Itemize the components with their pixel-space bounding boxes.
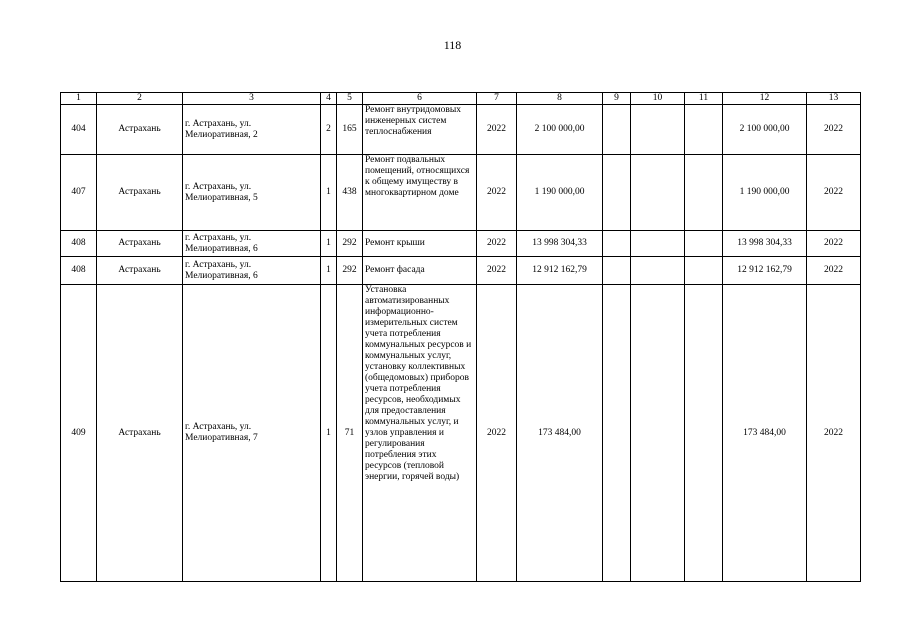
col9-cell: [603, 231, 631, 257]
year-cell: 2022: [477, 105, 517, 155]
col9-cell: [603, 285, 631, 582]
col4-cell: 1: [321, 257, 337, 285]
work-type-cell: Ремонт подвальных помещений, относящихся к общему имуществу в многоквартирном доме: [363, 155, 477, 231]
col5-cell: 165: [337, 105, 363, 155]
col12-cell: 12 912 162,79: [723, 257, 807, 285]
col5-cell: 292: [337, 231, 363, 257]
col10-cell: [631, 231, 685, 257]
column-header: 3: [183, 93, 321, 105]
col10-cell: [631, 105, 685, 155]
column-header: 11: [685, 93, 723, 105]
page-number: 118: [443, 38, 462, 52]
col9-cell: [603, 155, 631, 231]
col13-cell: 2022: [807, 257, 861, 285]
total-cost-cell: 13 998 304,33: [517, 231, 603, 257]
city-cell: Астрахань: [97, 105, 183, 155]
col13-cell: 2022: [807, 231, 861, 257]
city-cell: Астрахань: [97, 155, 183, 231]
col10-cell: [631, 257, 685, 285]
table-row: [61, 105, 861, 155]
header-row: [61, 93, 861, 105]
address-cell: г. Астрахань, ул. Мелиоративная, 6: [183, 231, 321, 257]
column-header: 4: [321, 93, 337, 105]
row-number: 408: [61, 257, 97, 285]
column-header: 8: [517, 93, 603, 105]
address-cell: г. Астрахань, ул. Мелиоративная, 2: [183, 105, 321, 155]
col9-cell: [603, 105, 631, 155]
table-row: [61, 285, 861, 582]
col13-cell: 2022: [807, 285, 861, 582]
col12-cell: 1 190 000,00: [723, 155, 807, 231]
address-cell: г. Астрахань, ул. Мелиоративная, 5: [183, 155, 321, 231]
col11-cell: [685, 285, 723, 582]
capital-repair-table: [60, 92, 861, 582]
work-type-cell: Ремонт фасада: [363, 257, 477, 285]
col13-cell: 2022: [807, 105, 861, 155]
work-type-cell: Ремонт крыши: [363, 231, 477, 257]
year-cell: 2022: [477, 155, 517, 231]
table-row: [61, 155, 861, 231]
col12-cell: 13 998 304,33: [723, 231, 807, 257]
row-number: 407: [61, 155, 97, 231]
city-cell: Астрахань: [97, 257, 183, 285]
total-cost-cell: 1 190 000,00: [517, 155, 603, 231]
col5-cell: 438: [337, 155, 363, 231]
col4-cell: 1: [321, 285, 337, 582]
table-row: [61, 257, 861, 285]
column-header: 13: [807, 93, 861, 105]
work-type-cell: Ремонт внутридомовых инженерных систем теплоснабжения: [363, 105, 477, 155]
column-header: 12: [723, 93, 807, 105]
col11-cell: [685, 231, 723, 257]
address-cell: г. Астрахань, ул. Мелиоративная, 6: [183, 257, 321, 285]
col10-cell: [631, 155, 685, 231]
col12-cell: 173 484,00: [723, 285, 807, 582]
row-number: 408: [61, 231, 97, 257]
col11-cell: [685, 155, 723, 231]
col11-cell: [685, 257, 723, 285]
column-header: 2: [97, 93, 183, 105]
city-cell: Астрахань: [97, 285, 183, 582]
col5-cell: 71: [337, 285, 363, 582]
total-cost-cell: 173 484,00: [517, 285, 603, 582]
column-header: 6: [363, 93, 477, 105]
city-cell: Астрахань: [97, 231, 183, 257]
row-number: 404: [61, 105, 97, 155]
year-cell: 2022: [477, 285, 517, 582]
table-row: [61, 231, 861, 257]
col4-cell: 1: [321, 231, 337, 257]
column-header: 7: [477, 93, 517, 105]
column-header: 10: [631, 93, 685, 105]
column-header: 5: [337, 93, 363, 105]
column-header: 1: [61, 93, 97, 105]
column-header: 9: [603, 93, 631, 105]
col12-cell: 2 100 000,00: [723, 105, 807, 155]
col5-cell: 292: [337, 257, 363, 285]
year-cell: 2022: [477, 257, 517, 285]
row-number: 409: [61, 285, 97, 582]
col10-cell: [631, 285, 685, 582]
work-type-cell: Установка автоматизированных информационно-измерительных систем учета потребления коммунальных ресурсов и коммунальных услуг, установку коллективных (общедомовых) приборов учета потребления ресурсов, необходимых для предоставления коммунальных услуг, и узлов управления и регулирования потребления этих ресурсов (тепловой энергии, горячей воды): [363, 285, 477, 582]
total-cost-cell: 12 912 162,79: [517, 257, 603, 285]
col4-cell: 1: [321, 155, 337, 231]
col4-cell: 2: [321, 105, 337, 155]
col9-cell: [603, 257, 631, 285]
address-cell: г. Астрахань, ул. Мелиоративная, 7: [183, 285, 321, 582]
year-cell: 2022: [477, 231, 517, 257]
col11-cell: [685, 105, 723, 155]
total-cost-cell: 2 100 000,00: [517, 105, 603, 155]
col13-cell: 2022: [807, 155, 861, 231]
